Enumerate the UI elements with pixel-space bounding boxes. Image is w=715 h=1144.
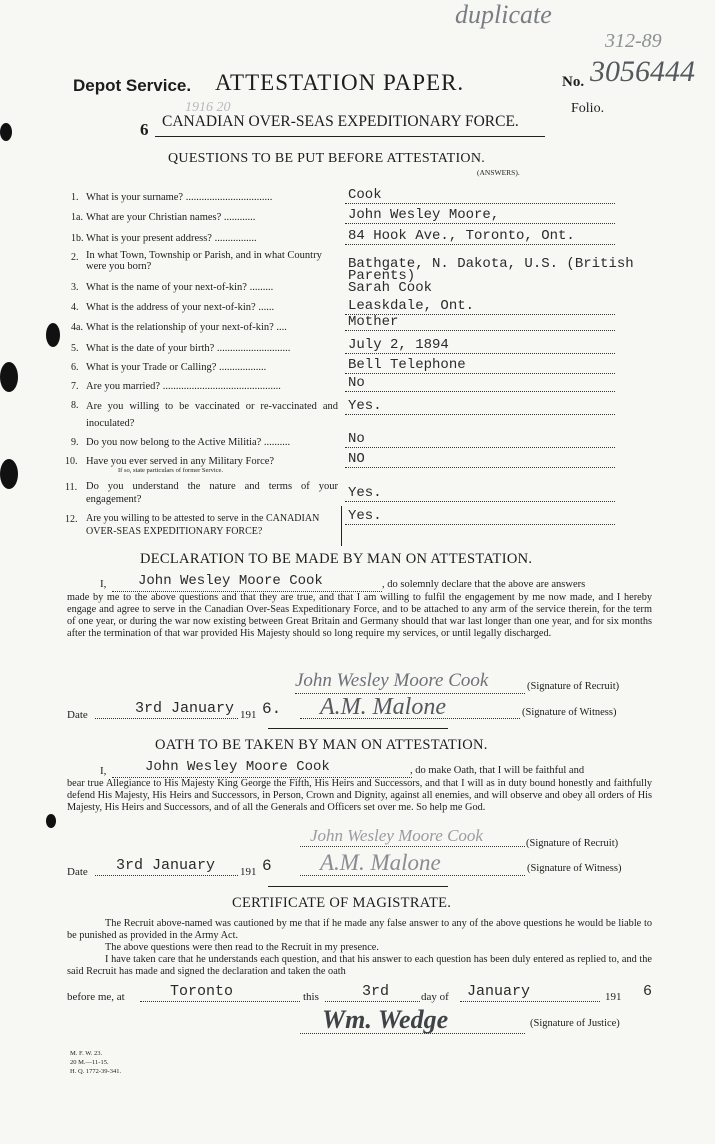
place-line: [140, 1001, 300, 1002]
question-text: Are you willing to be attested to serve in the CANADIAN OVER-SEAS EXPEDITIONARY FORCE?: [86, 513, 320, 537]
question-number: 9.: [71, 437, 79, 448]
question-text: What are your Christian names? ............: [86, 212, 256, 223]
question-number: 2.: [71, 252, 79, 263]
binding-hole-mark: [0, 459, 18, 489]
month-line: [460, 1001, 600, 1002]
answer-surname: Cook: [348, 187, 382, 203]
witness-signature-label: (Signature of Witness): [522, 707, 617, 718]
certificate-title: CERTIFICATE OF MAGISTRATE.: [232, 895, 452, 911]
day-line: [325, 1001, 420, 1002]
question-number: 3.: [71, 282, 79, 293]
question-text: Do you understand the nature and terms of your engagement?: [86, 481, 338, 505]
declaration-text-after-name: , do solemnly declare that the above are answers: [382, 579, 586, 590]
oath-name: John Wesley Moore Cook: [145, 759, 330, 775]
date-label: Date: [67, 866, 88, 878]
question-text: Do you now belong to the Active Militia? ..........: [86, 437, 291, 448]
answer-line: [345, 223, 615, 224]
signature-line: [300, 1033, 525, 1034]
answer-line: [345, 501, 615, 502]
answer-military-service: NO: [348, 451, 365, 467]
year-digit: 6: [262, 857, 272, 875]
depot-service-label: Depot Service.: [73, 76, 192, 95]
answer-line: [345, 330, 615, 331]
answer-married: No: [348, 375, 365, 391]
binding-hole-mark: [46, 814, 56, 828]
question-number: 12.: [65, 514, 78, 525]
answer-trade: Bell Telephone: [348, 357, 466, 373]
answer-line: [345, 203, 615, 204]
form-code-1: M. F. W. 23.: [70, 1050, 103, 1057]
answer-kin-address: Leaskdale, Ont.: [348, 298, 475, 314]
witness-signature: A.M. Malone: [320, 850, 441, 875]
unit-number: 6: [140, 120, 149, 139]
recruit-signature-label: (Signature of Recruit): [527, 681, 620, 692]
document-title: ATTESTATION PAPER.: [215, 70, 465, 95]
date-line: [95, 718, 238, 719]
question-text: In what Town, Township or Parish, and in what Country were you born?: [86, 250, 322, 272]
question-number: 1a.: [71, 212, 83, 223]
question-subtext: If so, state particulars of former Service.: [118, 467, 224, 474]
question-text: What is your Trade or Calling? ..................: [86, 362, 267, 373]
recruit-signature-label: (Signature of Recruit): [526, 838, 619, 849]
declaration-body: made by me to the above questions and that they are true, and that I am willing to fulfil the engagement by me now made, and I hereby engage and agree to serve in the Canadian Over-Seas Expeditionary Force, and to be attached to any arm of the service therein, for the term of one year, or during the war now existing between Great Britain and Germany should that war last longer than one year, and for six months after the termination of that war provided His Majesty should so long require my services, or until legally discharged.: [67, 592, 652, 639]
force-name: CANADIAN OVER-SEAS EXPEDITIONARY FORCE.: [162, 113, 519, 130]
answer-vaccinated: Yes.: [348, 398, 382, 414]
certificate-paragraph-2: The above questions were then read to the Recruit in my presence.: [105, 942, 379, 953]
answer-line: [345, 467, 615, 468]
month-value: January: [467, 983, 531, 1000]
answer-line: [345, 524, 615, 525]
place-value: Toronto: [170, 983, 234, 1000]
this-label: this: [303, 991, 319, 1003]
witness-signature: A.M. Malone: [320, 694, 446, 720]
question-text: What is the date of your birth? ............................: [86, 343, 291, 354]
year-prefix: 191: [605, 991, 622, 1003]
question-text: What is your surname? .................................: [86, 192, 273, 203]
question-number: 8.: [71, 400, 79, 411]
signature-line: [300, 846, 525, 847]
no-label: No.: [562, 74, 585, 90]
declaration-title: DECLARATION TO BE MADE BY MAN ON ATTESTATION.: [140, 551, 533, 567]
answer-birthplace: Bathgate, N. Dakota, U.S. (British Parents): [348, 256, 634, 284]
bracket: [336, 506, 342, 546]
folio-label: Folio.: [571, 101, 605, 116]
question-text: What is your present address? ................: [86, 233, 257, 244]
date-value: 3rd January: [116, 857, 216, 874]
signature-line: [300, 875, 525, 876]
questions-title: QUESTIONS TO BE PUT BEFORE ATTESTATION.: [168, 151, 486, 166]
answer-address: 84 Hook Ave., Toronto, Ont.: [348, 228, 575, 244]
answer-line: [345, 353, 615, 354]
answer-line: [345, 414, 615, 415]
annotation-duplicate: duplicate: [455, 0, 552, 29]
answer-next-of-kin: Sarah Cook: [348, 280, 433, 296]
regimental-number: 3056444: [590, 55, 695, 88]
date-line: [95, 875, 238, 876]
year-digit: 6: [643, 983, 653, 1000]
answer-line: [345, 447, 615, 448]
question-text: Have you ever served in any Military Force?: [86, 456, 275, 467]
declaration-i-label: I,: [100, 578, 107, 590]
day-value: 3rd: [362, 983, 390, 1000]
answer-line: [345, 244, 615, 245]
binding-hole-mark: [0, 123, 12, 141]
question-text: Are you married? .............................................: [86, 381, 281, 392]
answer-christian-names: John Wesley Moore,: [348, 207, 500, 223]
question-text: What is the name of your next-of-kin? .........: [86, 282, 274, 293]
annotation-number-top: 312-89: [605, 30, 662, 52]
witness-signature-label: (Signature of Witness): [527, 863, 622, 874]
before-me-label: before me, at: [67, 991, 125, 1003]
answer-line: [345, 373, 615, 374]
recruit-signature: John Wesley Moore Cook: [295, 670, 489, 691]
answer-birth-date: July 2, 1894: [348, 337, 449, 353]
answer-active-militia: No: [348, 431, 365, 447]
oath-title: OATH TO BE TAKEN BY MAN ON ATTESTATION.: [155, 737, 488, 753]
answer-line: [345, 391, 615, 392]
question-number: 4a.: [71, 322, 83, 333]
date-label: Date: [67, 709, 88, 721]
divider-rule: [268, 886, 448, 887]
question-text: What is the address of your next-of-kin? ......: [86, 302, 275, 313]
question-number: 1.: [71, 192, 79, 203]
header-rule: [155, 136, 545, 137]
answer-willing-to-serve: Yes.: [348, 508, 382, 524]
question-number: 6.: [71, 362, 79, 373]
question-number: 10.: [65, 456, 78, 467]
question-number: 7.: [71, 381, 79, 392]
answer-understand-terms: Yes.: [348, 485, 382, 501]
year-prefix: 191: [240, 709, 257, 721]
oath-body: bear true Allegiance to His Majesty King George the Fifth, His Heirs and Successors, and that I will as in duty bound honestly and faithfully defend His Majesty, His Heirs and Successors, in Person, Crown and Dignity, against all enemies, and will observe and obey all orders of His Majesty, His Heirs and Successors, and of all the Generals and Officers set over me. So help me God.: [67, 778, 652, 813]
oath-text-after-name: , do make Oath, that I will be faithful and: [410, 765, 585, 776]
date-value: 3rd January: [135, 700, 235, 717]
certificate-paragraph-1: The Recruit above-named was cautioned by me that if he made any false answer to any of the above questions he would be liable to be punished as provided in the Army Act.: [67, 918, 652, 941]
question-text: Are you willing to be vaccinated or re-vaccinated and inoculated?: [86, 401, 338, 429]
faded-annotation: 1916 20: [185, 100, 231, 115]
justice-signature: Wm. Wedge: [322, 1005, 449, 1034]
answers-label: (ANSWERS).: [477, 168, 520, 177]
justice-signature-label: (Signature of Justice): [530, 1018, 620, 1029]
year-prefix: 191: [240, 866, 257, 878]
certificate-paragraph-3: I have taken care that he understands each question, and that his answer to each question has been duly entered as replied to, and the said Recruit has made and signed the declaration and taken the oath: [67, 954, 652, 977]
binding-hole-mark: [0, 362, 18, 392]
year-digit: 6.: [262, 700, 282, 718]
divider-rule: [268, 728, 448, 729]
question-number: 5.: [71, 343, 79, 354]
binding-hole-mark: [46, 323, 60, 347]
day-of-label: day of: [421, 991, 449, 1003]
recruit-signature: John Wesley Moore Cook: [310, 826, 483, 845]
form-code-2: 20 M.—11-15.: [70, 1059, 109, 1066]
declaration-name: John Wesley Moore Cook: [138, 573, 323, 589]
oath-i-label: I,: [100, 765, 107, 777]
question-number: 4.: [71, 302, 79, 313]
question-number: 11.: [65, 482, 78, 493]
form-code-3: H. Q. 1772-39-341.: [70, 1068, 122, 1075]
answer-kin-relationship: Mother: [348, 314, 399, 330]
question-number: 1b.: [71, 233, 84, 244]
question-text: What is the relationship of your next-of-kin? ....: [86, 322, 287, 333]
signature-line: [300, 718, 520, 719]
